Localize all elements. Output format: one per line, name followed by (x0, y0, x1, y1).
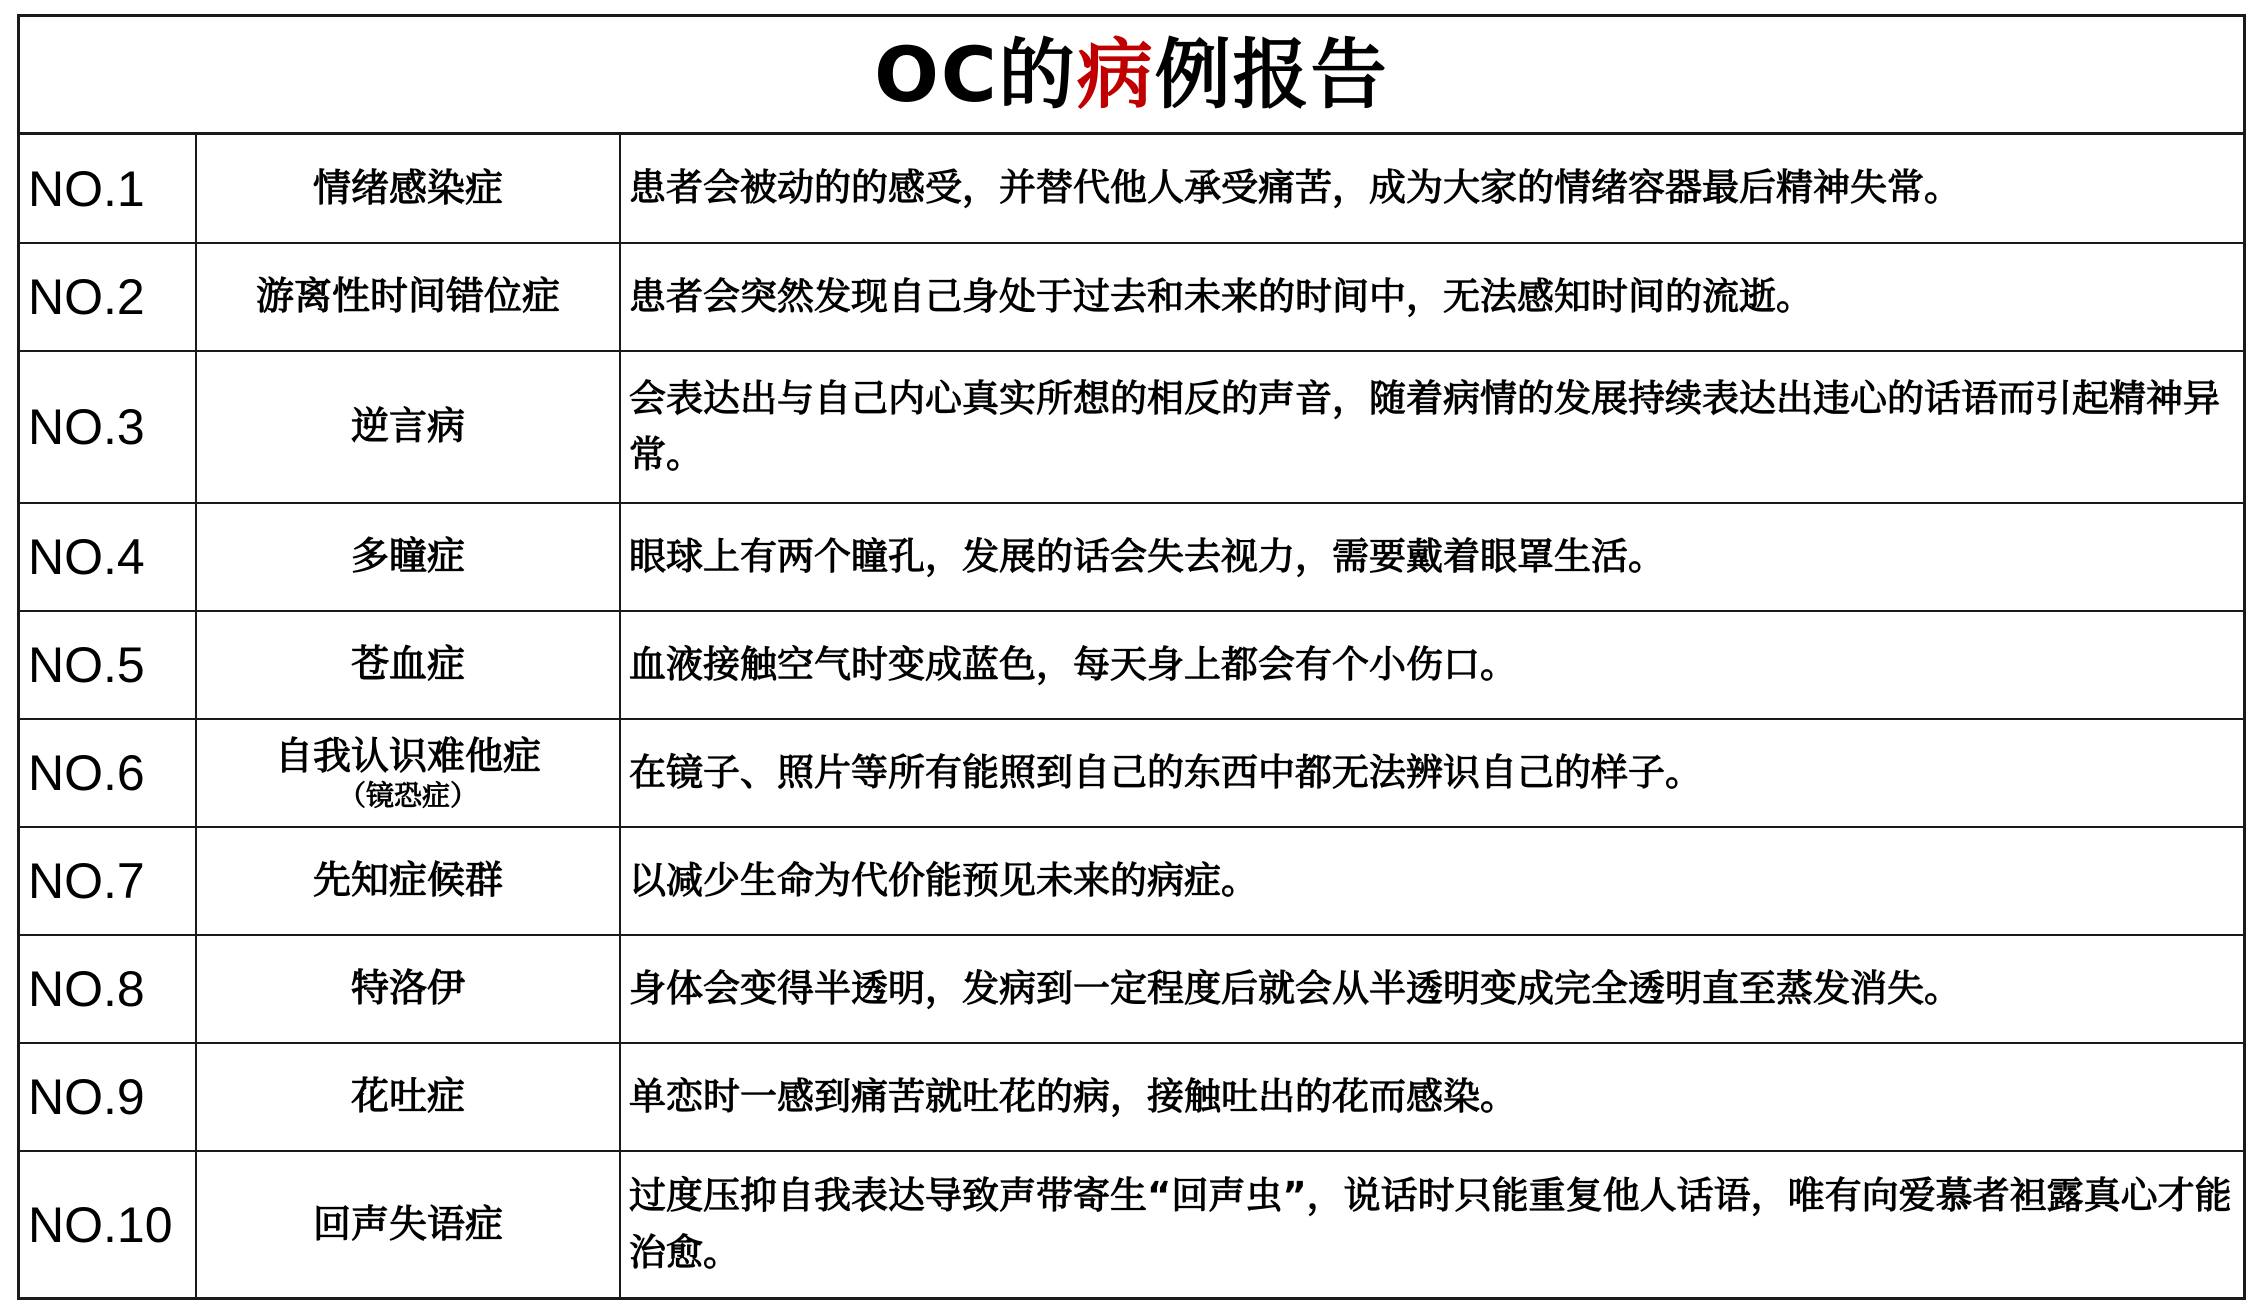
case-description: 眼球上有两个瞳孔，发展的话会失去视力，需要戴着眼罩生活。 (620, 503, 2243, 611)
case-name: 情绪感染症 (196, 135, 620, 243)
table-row (20, 1043, 2243, 1151)
table-row (20, 135, 2243, 243)
case-number: NO.9 (20, 1043, 196, 1151)
case-description: 身体会变得半透明，发病到一定程度后就会从半透明变成完全透明直至蒸发消失。 (620, 935, 2243, 1043)
table-row (20, 611, 2243, 719)
case-name: 花吐症 (196, 1043, 620, 1151)
case-description: 单恋时一感到痛苦就吐花的病，接触吐出的花而感染。 (620, 1043, 2243, 1151)
case-description: 患者会突然发现自己身处于过去和未来的时间中，无法感知时间的流逝。 (620, 243, 2243, 351)
case-number: NO.7 (20, 827, 196, 935)
case-number: NO.2 (20, 243, 196, 351)
case-name: 苍血症 (196, 611, 620, 719)
table-row (20, 827, 2243, 935)
case-description: 患者会被动的的感受，并替代他人承受痛苦，成为大家的情绪容器最后精神失常。 (620, 135, 2243, 243)
case-number: NO.1 (20, 135, 196, 243)
case-description: 以减少生命为代价能预见未来的病症。 (620, 827, 2243, 935)
case-name: 特洛伊 (196, 935, 620, 1043)
case-name: 逆言病 (196, 351, 620, 503)
case-name-alias: （镜恐症） (337, 778, 478, 812)
title-row (20, 17, 2243, 135)
table-row (20, 503, 2243, 611)
case-name: 多瞳症 (196, 503, 620, 611)
table-row (20, 243, 2243, 351)
case-name: 回声失语症 (196, 1151, 620, 1297)
case-name: 游离性时间错位症 (196, 243, 620, 351)
case-number: NO.3 (20, 351, 196, 503)
page-title (874, 29, 1389, 119)
title-accent: 病 (1076, 29, 1155, 119)
case-number: NO.8 (20, 935, 196, 1043)
case-description: 血液接触空气时变成蓝色，每天身上都会有个小伤口。 (620, 611, 2243, 719)
case-name: 自我认识难他症 (274, 734, 541, 779)
table-row (20, 719, 2243, 827)
table-row (20, 1151, 2243, 1297)
case-description: 在镜子、照片等所有能照到自己的东西中都无法辨识自己的样子。 (620, 719, 2243, 827)
case-number: NO.10 (20, 1151, 196, 1297)
title-prefix: OC的 (874, 29, 1077, 119)
case-name: 先知症候群 (196, 827, 620, 935)
case-description: 会表达出与自己内心真实所想的相反的声音，随着病情的发展持续表达出违心的话语而引起精神异常。 (620, 351, 2243, 503)
table-row (20, 351, 2243, 503)
cases-table (20, 135, 2243, 1297)
case-name-cell (196, 719, 620, 827)
case-number: NO.4 (20, 503, 196, 611)
case-description: 过度压抑自我表达导致声带寄生“回声虫”，说话时只能重复他人话语，唯有向爱慕者袒露真心才能治愈。 (620, 1151, 2243, 1297)
case-number: NO.5 (20, 611, 196, 719)
title-suffix: 例报告 (1154, 29, 1389, 119)
case-report-table (17, 14, 2246, 1300)
table-row (20, 935, 2243, 1043)
case-number: NO.6 (20, 719, 196, 827)
